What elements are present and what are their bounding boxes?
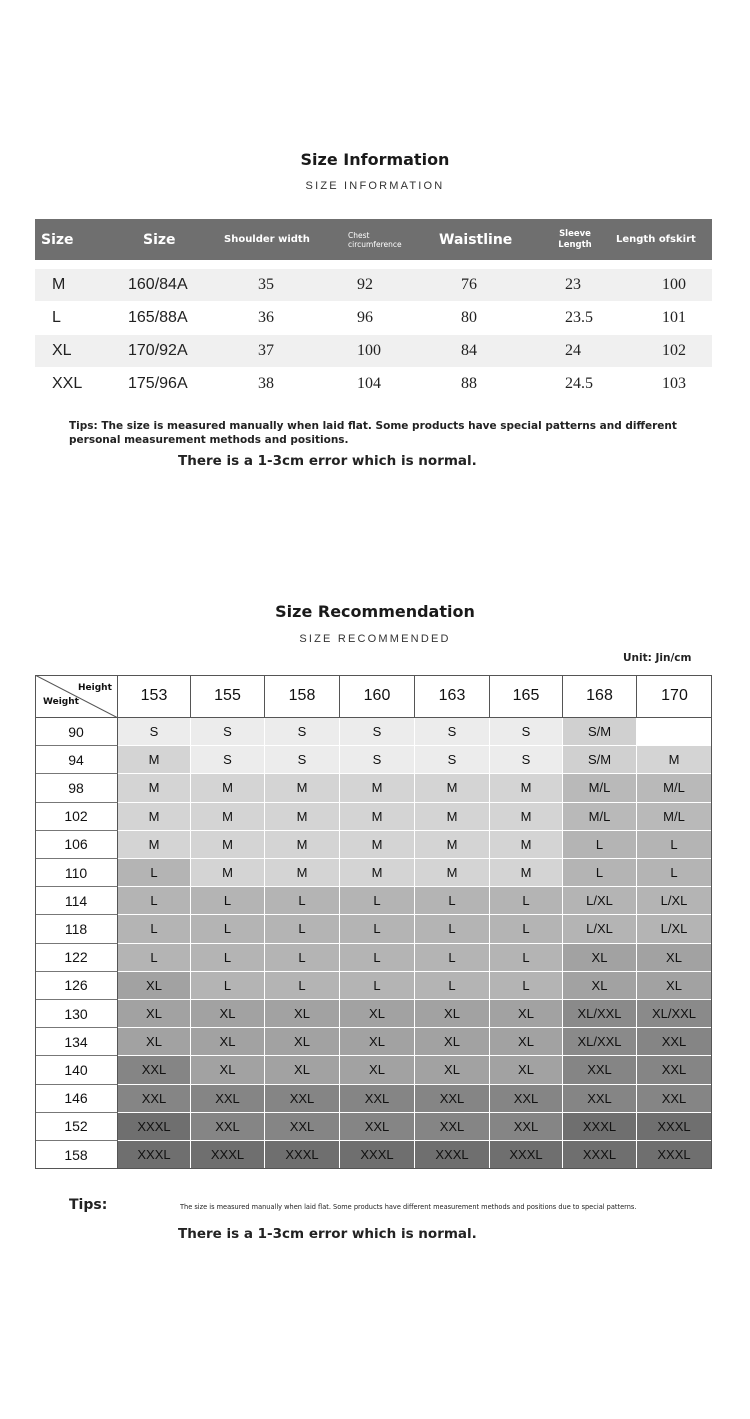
- size-cell: XXL: [265, 1113, 340, 1141]
- size-recommendation-grid: [35, 675, 712, 1169]
- size-cell: M: [340, 859, 415, 887]
- size-cell: XXXL: [490, 1141, 563, 1169]
- size-cell: XL: [191, 1000, 265, 1028]
- size-info-subtitle: SIZE INFORMATION: [305, 180, 445, 192]
- size-cell: S: [265, 718, 340, 746]
- size-cell: XXXL: [415, 1141, 490, 1169]
- header-waistline: Waistline: [439, 231, 513, 248]
- height-header-cell: 170: [637, 675, 712, 718]
- weight-row-label: 158: [35, 1141, 118, 1169]
- size-info-cell: 170/92A: [128, 342, 188, 359]
- weight-row-label: 122: [35, 944, 118, 972]
- header-sleeve-length: Sleeve Length: [558, 228, 592, 250]
- size-cell: XXXL: [118, 1113, 191, 1141]
- size-cell: M: [415, 859, 490, 887]
- weight-row-label: 126: [35, 972, 118, 1000]
- size-cell: XXXL: [191, 1141, 265, 1169]
- size-cell: L: [265, 972, 340, 1000]
- size-cell: L/XL: [637, 915, 712, 943]
- size-cell: M: [415, 831, 490, 859]
- size-cell: L: [563, 831, 637, 859]
- size-cell: M: [490, 831, 563, 859]
- size-cell: L: [415, 972, 490, 1000]
- size-cell: M: [340, 831, 415, 859]
- size-cell: S/M: [563, 746, 637, 774]
- size-cell: XXL: [191, 1113, 265, 1141]
- size-cell: XL/XXL: [563, 1028, 637, 1056]
- size-cell: M: [637, 746, 712, 774]
- size-cell: XXL: [490, 1085, 563, 1113]
- height-header-cell: 158: [265, 675, 340, 718]
- size-cell: L: [191, 944, 265, 972]
- weight-row-label: 106: [35, 831, 118, 859]
- size-cell: XXL: [340, 1085, 415, 1113]
- size-cell: S: [191, 718, 265, 746]
- size-cell: M: [265, 774, 340, 802]
- size-info-cell: 35: [258, 276, 274, 293]
- size-cell: XL: [490, 1056, 563, 1084]
- size-cell: XL: [490, 1000, 563, 1028]
- size-info-cell: L: [52, 309, 61, 326]
- size-cell: XXXL: [265, 1141, 340, 1169]
- size-cell: L: [265, 915, 340, 943]
- size-info-cell: 102: [662, 342, 686, 359]
- size-cell: L: [415, 944, 490, 972]
- weight-row-label: 102: [35, 803, 118, 831]
- size-cell: L: [340, 887, 415, 915]
- size-cell: XXL: [415, 1113, 490, 1141]
- size-info-error-note: There is a 1-3cm error which is normal.: [178, 453, 477, 469]
- size-info-title: Size Information: [300, 150, 450, 169]
- size-info-cell: 165/88A: [128, 309, 188, 326]
- size-cell: XXL: [637, 1028, 712, 1056]
- size-cell: M/L: [637, 803, 712, 831]
- size-cell: XXL: [563, 1056, 637, 1084]
- size-cell: M: [340, 774, 415, 802]
- size-cell: XXXL: [340, 1141, 415, 1169]
- size-info-cell: XL: [52, 342, 72, 359]
- weight-row-label: 134: [35, 1028, 118, 1056]
- size-cell: XL: [340, 1000, 415, 1028]
- size-cell: XXXL: [563, 1113, 637, 1141]
- size-cell: XL/XXL: [637, 1000, 712, 1028]
- weight-row-label: 130: [35, 1000, 118, 1028]
- size-cell: XXXL: [637, 1113, 712, 1141]
- size-info-cell: 103: [662, 375, 686, 392]
- size-cell: L: [265, 887, 340, 915]
- size-cell: M/L: [637, 774, 712, 802]
- weight-row-label: 90: [35, 718, 118, 746]
- size-info-cell: 24: [565, 342, 581, 359]
- size-rec-tips-text: The size is measured manually when laid flat. Some products have different measurement methods and positions due to special patterns.: [180, 1203, 637, 1211]
- size-cell: S: [415, 718, 490, 746]
- size-cell: XL: [637, 972, 712, 1000]
- size-info-cell: M: [52, 276, 66, 293]
- size-cell: [637, 718, 712, 746]
- size-cell: XXXL: [637, 1141, 712, 1169]
- size-cell: M/L: [563, 803, 637, 831]
- size-cell: L: [191, 915, 265, 943]
- size-info-cell: 24.5: [565, 375, 593, 392]
- size-info-cell: 23: [565, 276, 581, 293]
- size-info-cell: XXL: [52, 375, 83, 392]
- size-cell: L: [637, 831, 712, 859]
- size-rec-subtitle: SIZE RECOMMENDED: [299, 633, 451, 645]
- size-info-cell: 96: [357, 309, 373, 326]
- size-info-cell: 88: [461, 375, 477, 392]
- size-cell: S/M: [563, 718, 637, 746]
- size-cell: L/XL: [563, 915, 637, 943]
- size-cell: XL/XXL: [563, 1000, 637, 1028]
- size-cell: XXL: [191, 1085, 265, 1113]
- weight-row-label: 110: [35, 859, 118, 887]
- size-cell: M: [490, 803, 563, 831]
- size-info-tips-line-2: personal measurement methods and positions.: [69, 434, 349, 446]
- height-header-cell: 155: [191, 675, 265, 718]
- size-cell: M: [118, 831, 191, 859]
- size-cell: L: [637, 859, 712, 887]
- size-rec-error-note: There is a 1-3cm error which is normal.: [178, 1226, 477, 1242]
- size-cell: L: [340, 915, 415, 943]
- size-cell: L/XL: [637, 887, 712, 915]
- size-cell: L: [340, 972, 415, 1000]
- size-cell: S: [490, 746, 563, 774]
- size-cell: XL: [340, 1056, 415, 1084]
- size-rec-title: Size Recommendation: [275, 602, 475, 621]
- size-cell: M: [415, 803, 490, 831]
- size-rec-tips-label: Tips:: [69, 1197, 108, 1213]
- size-cell: S: [415, 746, 490, 774]
- size-cell: L: [490, 887, 563, 915]
- size-cell: XXXL: [563, 1141, 637, 1169]
- size-cell: XL: [191, 1056, 265, 1084]
- size-info-cell: 160/84A: [128, 276, 188, 293]
- height-header-cell: 165: [490, 675, 563, 718]
- size-info-header-row: [35, 219, 712, 260]
- size-info-cell: 36: [258, 309, 274, 326]
- header-size: Size: [41, 231, 74, 248]
- size-cell: M: [265, 831, 340, 859]
- size-info-cell: 80: [461, 309, 477, 326]
- size-cell: L: [490, 972, 563, 1000]
- size-cell: XXL: [415, 1085, 490, 1113]
- size-cell: L: [415, 915, 490, 943]
- size-cell: M: [191, 831, 265, 859]
- size-cell: M: [191, 803, 265, 831]
- size-cell: M: [118, 803, 191, 831]
- corner-height-label: Height: [78, 683, 112, 693]
- weight-row-label: 98: [35, 774, 118, 802]
- size-cell: S: [265, 746, 340, 774]
- height-header-cell: 168: [563, 675, 637, 718]
- header-chest-circumference: Chest circumference: [348, 230, 402, 249]
- size-info-cell: 175/96A: [128, 375, 188, 392]
- size-cell: XXXL: [118, 1141, 191, 1169]
- size-info-cell: 100: [662, 276, 686, 293]
- header-size-code: Size: [143, 231, 176, 248]
- size-info-cell: 76: [461, 276, 477, 293]
- size-cell: M: [265, 803, 340, 831]
- size-cell: XL: [118, 1000, 191, 1028]
- corner-weight-label: Weight: [43, 697, 79, 707]
- size-cell: XL: [191, 1028, 265, 1056]
- size-info-cell: 101: [662, 309, 686, 326]
- size-cell: XL: [118, 972, 191, 1000]
- size-cell: M: [118, 774, 191, 802]
- size-cell: M: [490, 859, 563, 887]
- size-cell: XL: [563, 944, 637, 972]
- size-cell: S: [490, 718, 563, 746]
- size-info-cell: 104: [357, 375, 381, 392]
- weight-row-label: 140: [35, 1056, 118, 1084]
- grid-corner-cell: [35, 675, 118, 718]
- header-shoulder-width: Shoulder width: [224, 234, 310, 245]
- size-cell: S: [340, 718, 415, 746]
- size-info-cell: 23.5: [565, 309, 593, 326]
- size-info-cell: 84: [461, 342, 477, 359]
- size-cell: S: [340, 746, 415, 774]
- size-info-tips-line-1: Tips: The size is measured manually when laid flat. Some products have special patterns and different: [69, 420, 677, 432]
- size-cell: XXL: [265, 1085, 340, 1113]
- size-cell: XL: [340, 1028, 415, 1056]
- size-cell: L: [563, 859, 637, 887]
- header-length-of-skirt: Length ofskirt: [616, 234, 696, 245]
- size-cell: L: [118, 915, 191, 943]
- size-cell: M: [191, 859, 265, 887]
- size-cell: M: [191, 774, 265, 802]
- size-cell: S: [118, 718, 191, 746]
- size-cell: L: [415, 887, 490, 915]
- size-cell: L: [191, 887, 265, 915]
- size-info-cell: 37: [258, 342, 274, 359]
- size-cell: M: [118, 746, 191, 774]
- size-info-row: [35, 302, 712, 334]
- size-cell: XL: [265, 1028, 340, 1056]
- size-cell: L: [118, 887, 191, 915]
- size-cell: L/XL: [563, 887, 637, 915]
- size-cell: XL: [265, 1000, 340, 1028]
- size-info-cell: 38: [258, 375, 274, 392]
- size-cell: L: [265, 944, 340, 972]
- size-cell: L: [490, 915, 563, 943]
- size-cell: L: [340, 944, 415, 972]
- size-cell: XXL: [118, 1056, 191, 1084]
- size-info-row: [35, 368, 712, 400]
- size-cell: M: [490, 774, 563, 802]
- unit-label: Unit: Jin/cm: [623, 652, 692, 664]
- weight-row-label: 118: [35, 915, 118, 943]
- size-info-cell: 92: [357, 276, 373, 293]
- size-cell: XXL: [637, 1056, 712, 1084]
- weight-row-label: 152: [35, 1113, 118, 1141]
- size-cell: M: [340, 803, 415, 831]
- size-cell: XL: [415, 1056, 490, 1084]
- size-cell: L: [118, 859, 191, 887]
- size-cell: XXL: [490, 1113, 563, 1141]
- size-info-row: [35, 269, 712, 301]
- size-cell: XXL: [118, 1085, 191, 1113]
- size-cell: XXL: [563, 1085, 637, 1113]
- size-cell: L: [490, 944, 563, 972]
- weight-row-label: 146: [35, 1085, 118, 1113]
- size-cell: XL: [415, 1028, 490, 1056]
- size-cell: M: [265, 859, 340, 887]
- size-cell: XL: [490, 1028, 563, 1056]
- size-cell: L: [118, 944, 191, 972]
- size-cell: XL: [118, 1028, 191, 1056]
- height-header-cell: 163: [415, 675, 490, 718]
- size-cell: XL: [563, 972, 637, 1000]
- size-cell: L: [191, 972, 265, 1000]
- size-cell: XXL: [637, 1085, 712, 1113]
- size-cell: S: [191, 746, 265, 774]
- size-cell: XL: [265, 1056, 340, 1084]
- size-cell: XL: [637, 944, 712, 972]
- size-cell: XL: [415, 1000, 490, 1028]
- weight-row-label: 94: [35, 746, 118, 774]
- height-header-cell: 160: [340, 675, 415, 718]
- size-info-row: [35, 335, 712, 367]
- weight-row-label: 114: [35, 887, 118, 915]
- height-header-cell: 153: [118, 675, 191, 718]
- size-info-cell: 100: [357, 342, 381, 359]
- size-cell: M/L: [563, 774, 637, 802]
- size-cell: XXL: [340, 1113, 415, 1141]
- size-cell: M: [415, 774, 490, 802]
